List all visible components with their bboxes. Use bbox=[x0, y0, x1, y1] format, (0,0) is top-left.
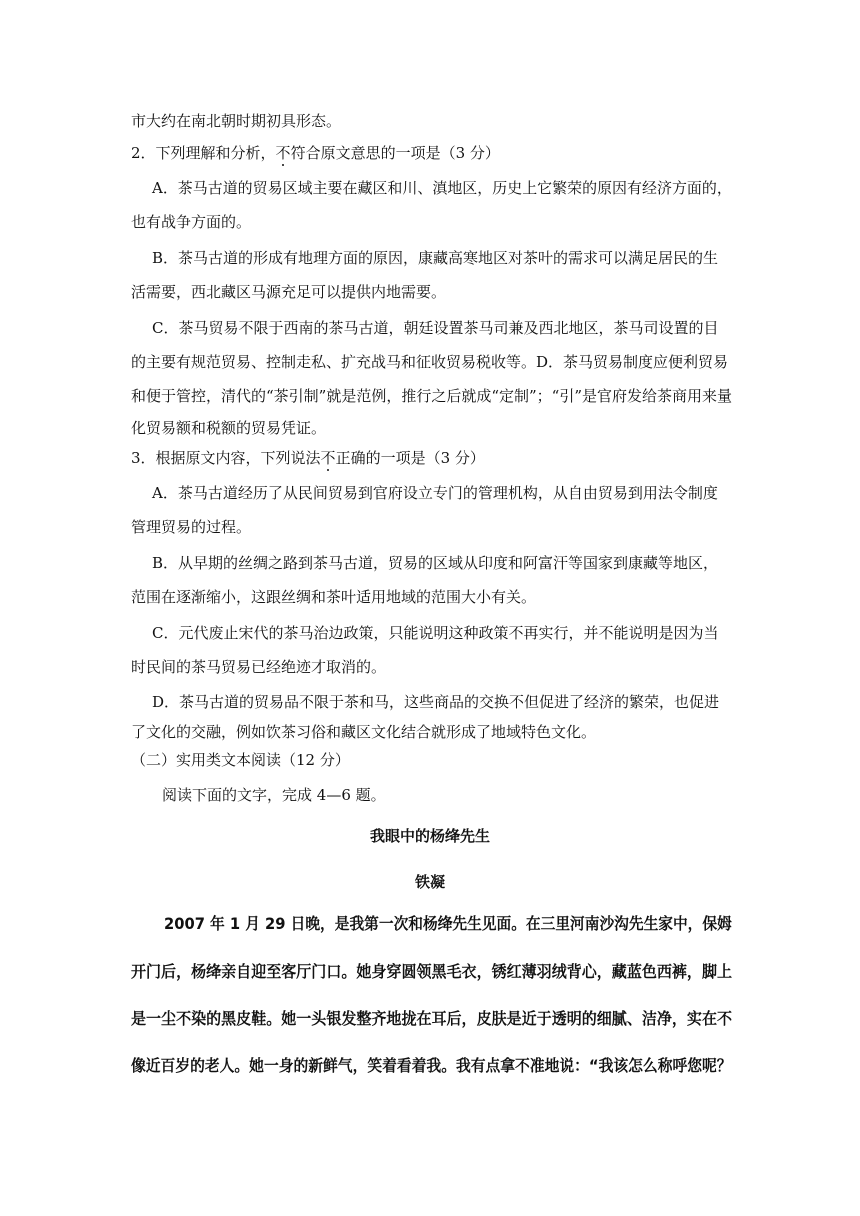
section-heading: （二）实用类文本阅读（12 分） bbox=[131, 751, 350, 769]
paragraph-line: 市大约在南北朝时期初具形态。 bbox=[131, 112, 342, 130]
option-c-line: 和便于管控，清代的“茶引制”就是范例，推行之后就成“定制”；“引”是官府发给茶商用来量 bbox=[131, 387, 733, 405]
article-line: 是一尘不染的黑皮鞋。她一头银发整齐地拢在耳后，皮肤是近于透明的细腻、洁净，实在不 bbox=[131, 1009, 733, 1028]
option-a-line: 也有战争方面的。 bbox=[131, 213, 252, 231]
option-a-line: 管理贸易的过程。 bbox=[131, 518, 252, 536]
option-c-line: 化贸易额和税额的贸易凭证。 bbox=[131, 419, 327, 437]
option-c-line: 时民间的茶马贸易已经绝迹才取消的。 bbox=[131, 658, 387, 676]
option-c-line: C．茶马贸易不限于西南的茶马古道，朝廷设置茶马司兼及西北地区，茶马司设置的目 bbox=[152, 319, 719, 337]
emphasis-mark: 不 bbox=[320, 449, 336, 467]
question-2-stem bbox=[131, 143, 500, 163]
option-d-line: 了文化的交融，例如饮茶习俗和藏区文化结合就形成了地域特色文化。 bbox=[131, 723, 597, 741]
stem-text: 正确的一项是（3 分） bbox=[335, 449, 485, 467]
option-b-line: 范围在逐渐缩小，这跟丝绸和茶叶适用地域的范围大小有关。 bbox=[131, 588, 537, 606]
question-3-stem bbox=[131, 448, 485, 468]
option-a-line: A．茶马古道经历了从民间贸易到官府设立专门的管理机构，从自由贸易到用法令制度 bbox=[152, 484, 718, 502]
article-author: 铁凝 bbox=[414, 873, 445, 891]
stem-text: 3．根据原文内容，下列说法 bbox=[131, 449, 321, 467]
option-b-line: B．从早期的丝绸之路到茶马古道，贸易的区域从印度和阿富汗等国家到康藏等地区， bbox=[152, 554, 719, 572]
article-line: 开门后，杨绛亲自迎至客厅门口。她身穿圆领黑毛衣，锈红薄羽绒背心，藏蓝色西裤，脚上 bbox=[131, 962, 733, 981]
option-c-line: 的主要有规范贸易、控制走私、扩充战马和征收贸易税收等。D．茶马贸易制度应便利贸易 bbox=[131, 353, 729, 371]
option-a-line: A．茶马古道的贸易区域主要在藏区和川、滇地区，历史上它繁荣的原因有经济方面的， bbox=[152, 179, 732, 197]
option-b-line: 活需要，西北藏区马源充足可以提供内地需要。 bbox=[131, 283, 447, 301]
article-line: 像近百岁的老人。她一身的新鲜气，笑着看着我。我有点拿不准地说：“我该怎么称呼您呢？ bbox=[131, 1056, 732, 1075]
article-line: 2007 年 1 月 29 日晚，是我第一次和杨绛先生见面。在三里河南沙沟先生家中，保姆 bbox=[164, 914, 732, 933]
option-b-line: B．茶马古道的形成有地理方面的原因，康藏高寒地区对茶叶的需求可以满足居民的生 bbox=[152, 249, 719, 267]
option-d-line: D．茶马古道的贸易品不限于茶和马，这些商品的交换不但促进了经济的繁荣，也促进 bbox=[152, 693, 720, 711]
instruction-text: 阅读下面的文字，完成 4—6 题。 bbox=[162, 786, 386, 804]
stem-text: 符合原文意思的一项是（3 分） bbox=[290, 144, 500, 162]
option-c-line: C．元代废止宋代的茶马治边政策，只能说明这种政策不再实行，并不能说明是因为当 bbox=[152, 624, 719, 642]
emphasis-mark: 不 bbox=[275, 144, 291, 162]
article-title: 我眼中的杨绛先生 bbox=[369, 827, 490, 845]
stem-text: 2．下列理解和分析， bbox=[131, 144, 276, 162]
